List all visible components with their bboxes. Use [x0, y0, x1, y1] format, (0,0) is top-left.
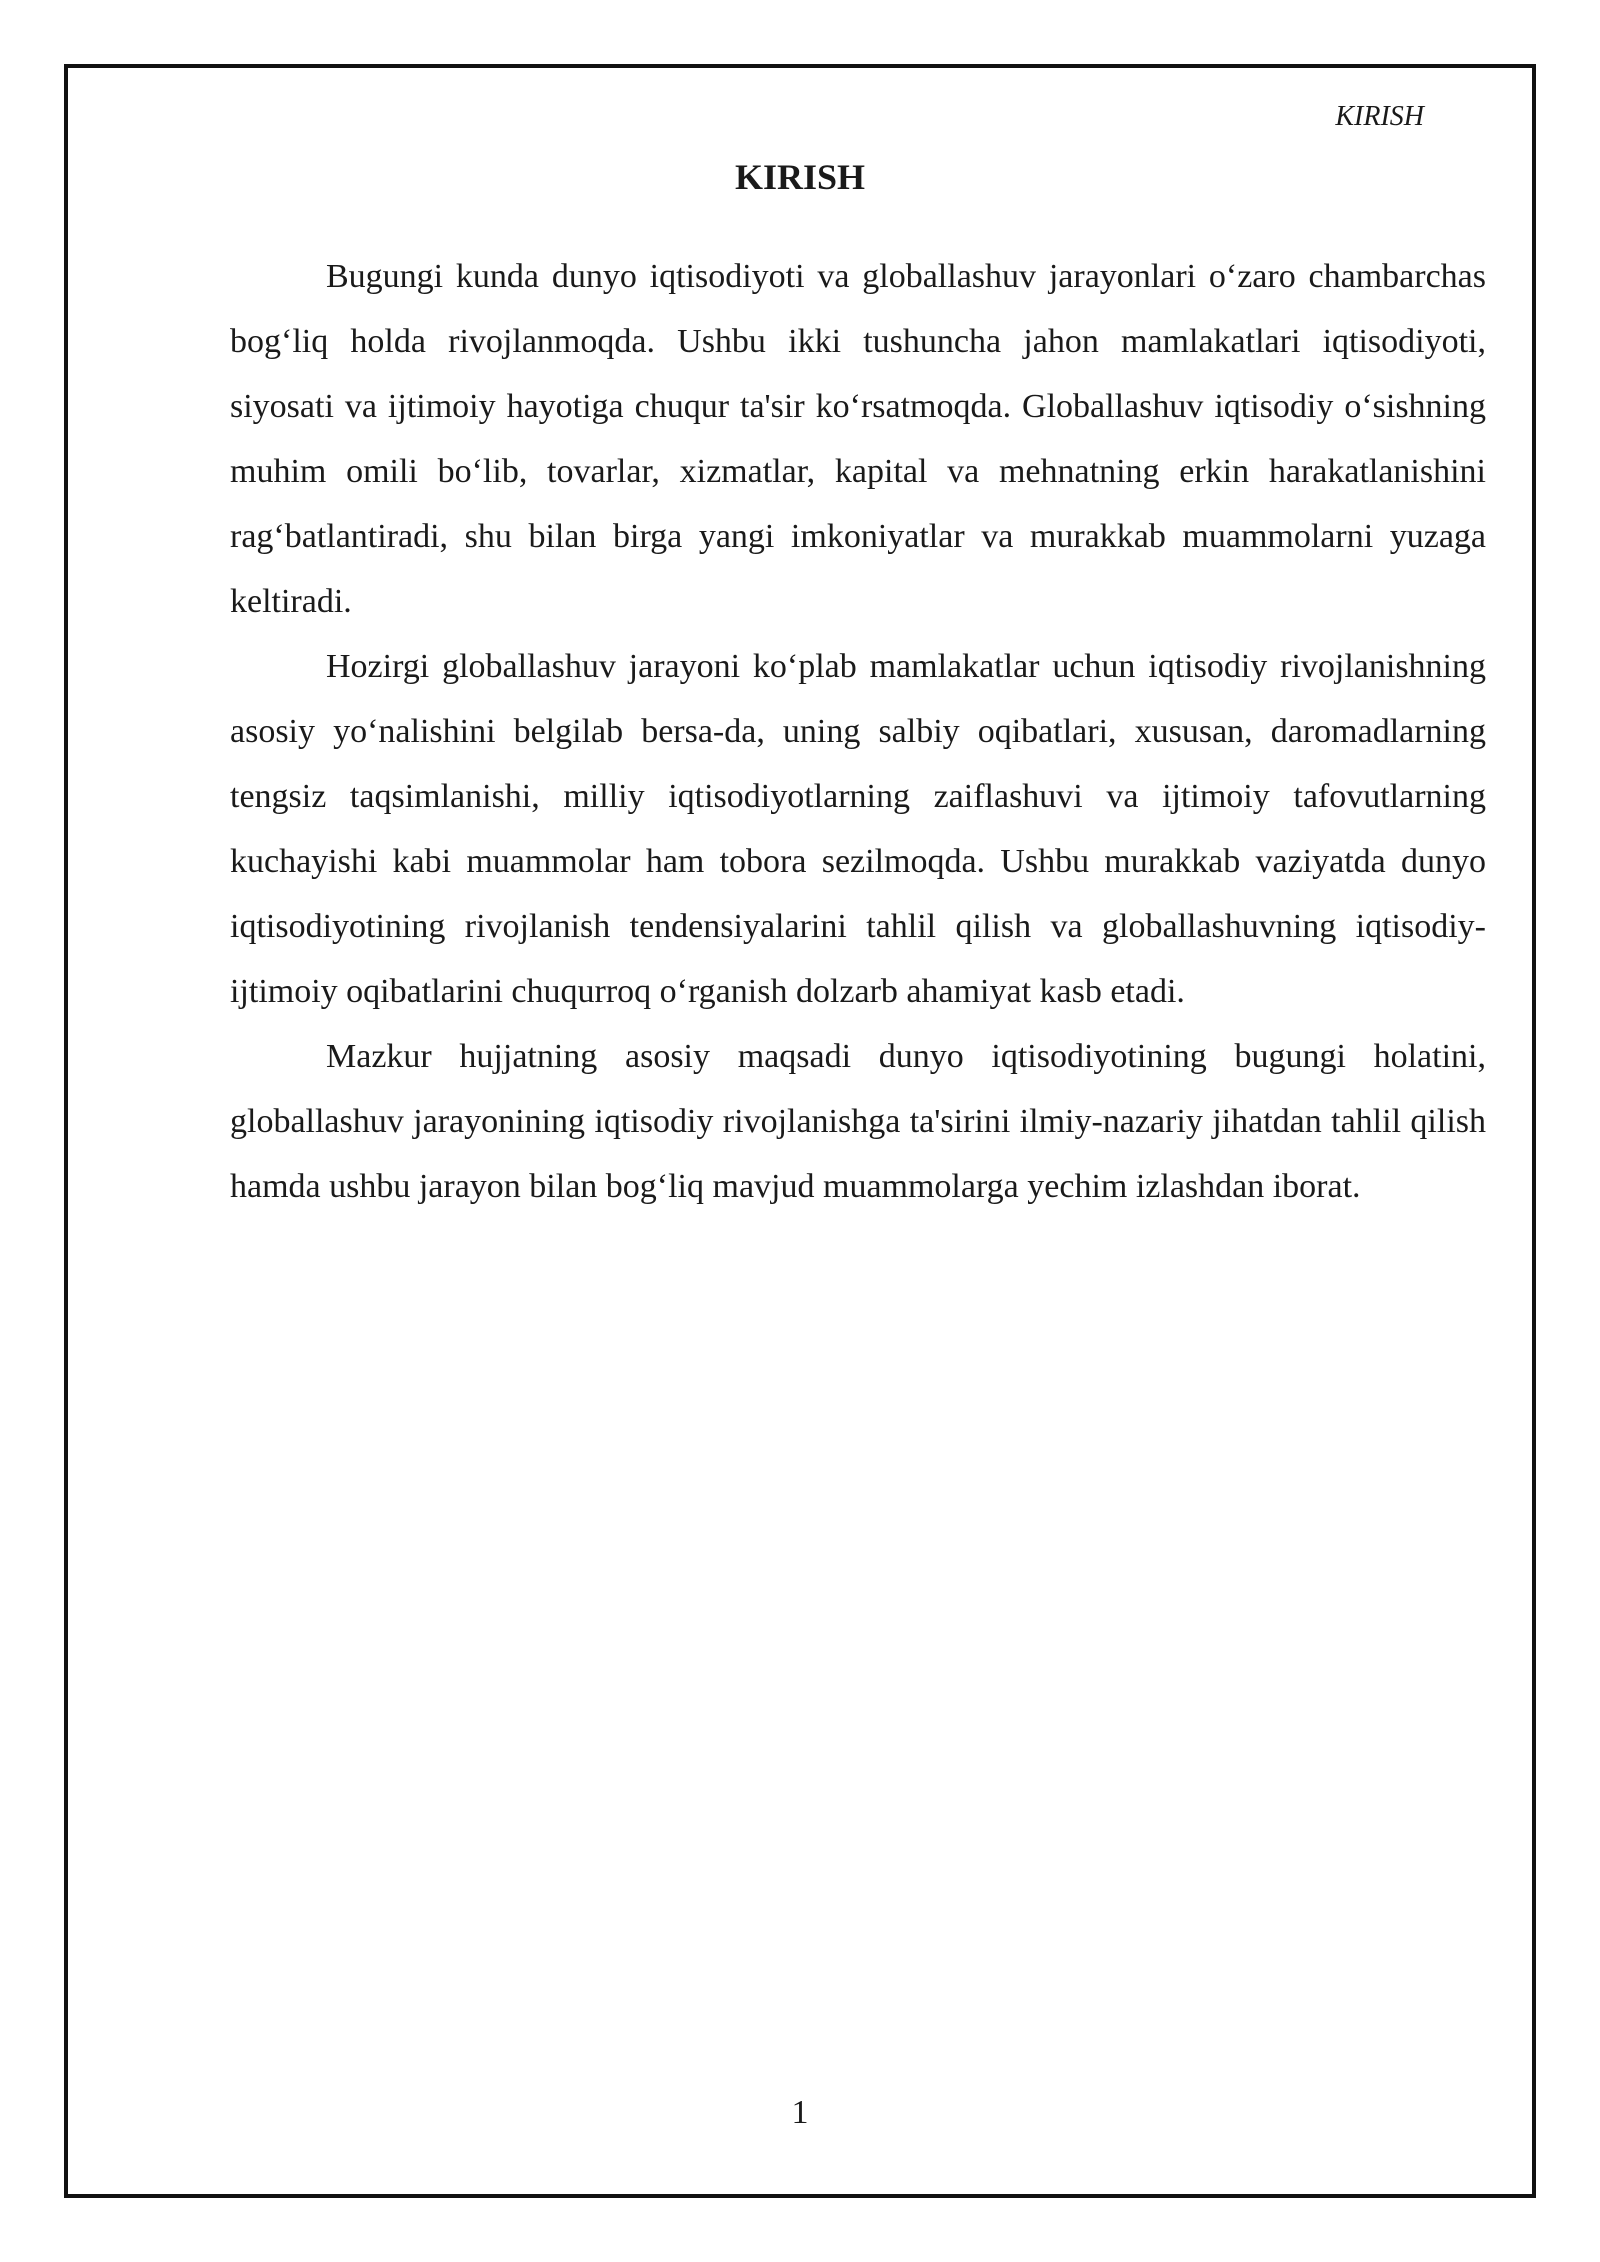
document-body: [230, 244, 1486, 1219]
page-number: 1: [791, 2094, 809, 2131]
paragraph-2: Hozirgi globallashuv jarayoni ko‘plab mamlakatlar uchun iqtisodiy rivojlanishning asosiy yo‘nalishini belgilab bersa-da, uning salbiy oqibatlari, xususan, daromadlarning tengsiz taqsimlanishi, milliy iqtisodiyotlarning zaiflashuvi va ijtimoiy tafovutlarning kuchayishi kabi muammolar ham tobora sezilmoqda. Ushbu murakkab vaziyatda dunyo iqtisodiyotining rivojlanish tendensiyalarini tahlil qilish va globallashuvning iqtisodiy-ijtimoiy oqibatlarini chuqurroq o‘rganish dolzarb ahamiyat kasb etadi.: [230, 648, 1486, 1010]
paragraph-3: Mazkur hujjatning asosiy maqsadi dunyo iqtisodiyotining bugungi holatini, globallashuv jarayonining iqtisodiy rivojlanishga ta'sirini ilmiy-nazariy jihatdan tahlil qilish hamda ushbu jarayon bilan bog‘liq mavjud muammolarga yechim izlashdan iborat.: [230, 1038, 1486, 1205]
paragraph-1: Bugungi kunda dunyo iqtisodiyoti va globallashuv jarayonlari o‘zaro chambarchas bog‘liq holda rivojlanmoqda. Ushbu ikki tushuncha jahon mamlakatlari iqtisodiyoti, siyosati va ijtimoiy hayotiga chuqur ta'sir ko‘rsatmoqda. Globallashuv iqtisodiy o‘sishning muhim omili bo‘lib, tovarlar, xizmatlar, kapital va mehnatning erkin harakatlanishini rag‘batlantiradi, shu bilan birga yangi imkoniyatlar va murakkab muammolarni yuzaga keltiradi.: [230, 258, 1486, 620]
running-header: KIRISH: [1335, 101, 1424, 132]
section-title: KIRISH: [734, 157, 866, 197]
page-border: [64, 64, 1536, 2198]
